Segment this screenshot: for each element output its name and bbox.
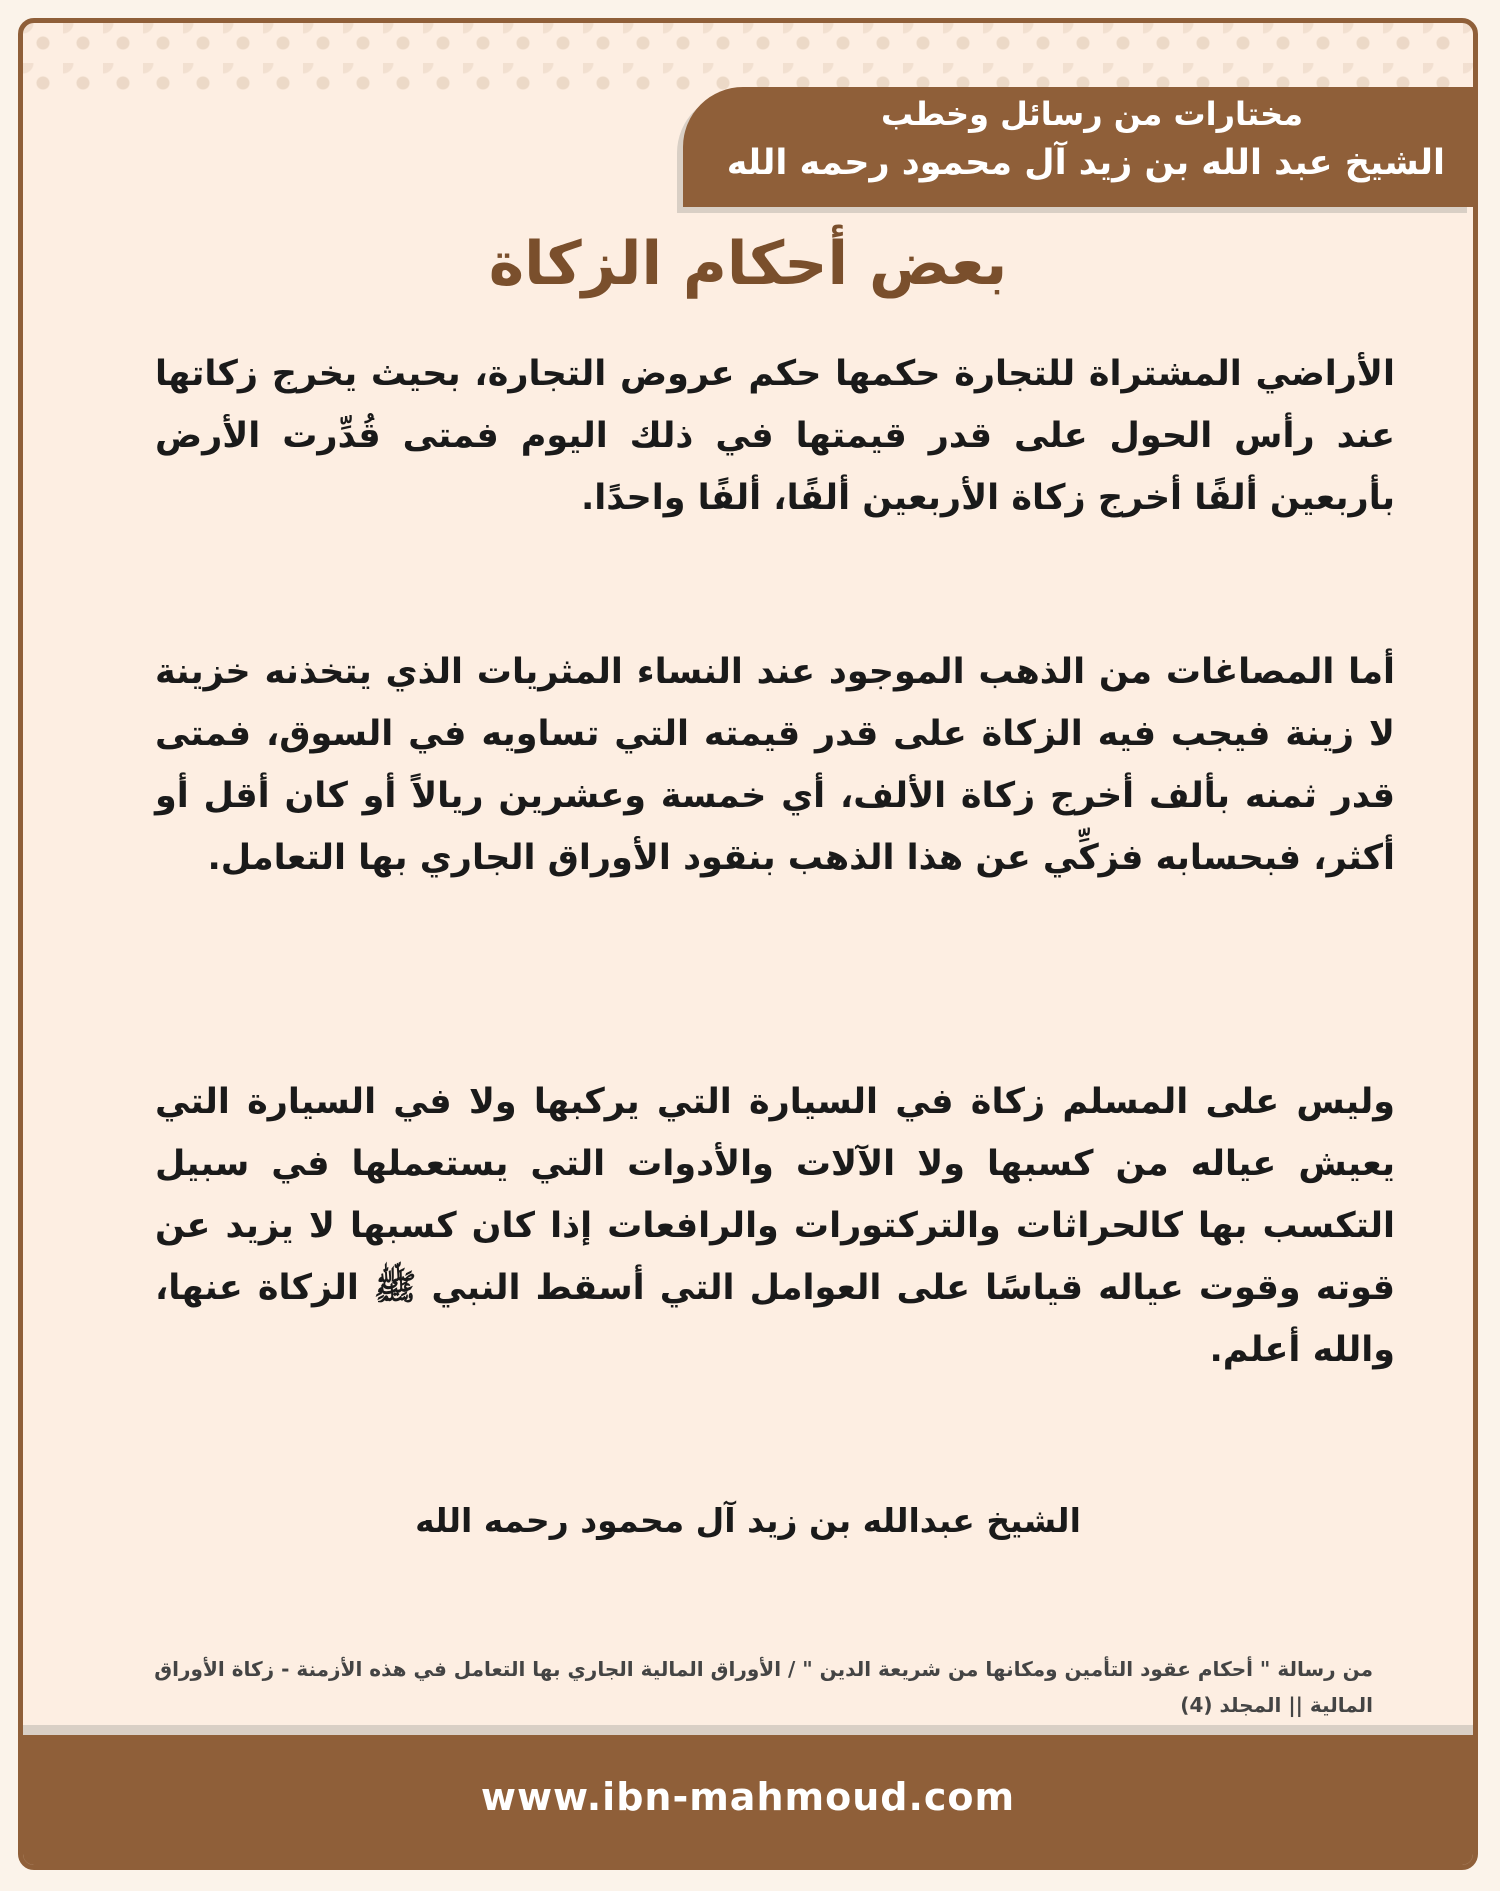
website-link[interactable]: www.ibn-mahmoud.com [480, 1775, 1016, 1819]
footer-band [23, 1735, 1473, 1865]
decorative-pattern [23, 23, 1473, 93]
paragraph-vehicles: وليس على المسلم زكاة في السيارة التي يركبها ولا في السيارة التي يعيش عياله من كسبها ولا الآلات والأدوات التي يستعملها في سبيل التكسب بها كالحراثات والتركتورات والرافعات إذا كان كسبها لا يزيد عن قوته وقوت عياله قياسًا على العوامل التي أسقط النبي ﷺ الزكاة عنها، والله أعلم. [155, 1082, 1395, 1370]
header-band [683, 87, 1473, 207]
page-title: بعض أحكام الزكاة [488, 229, 1008, 299]
paragraph-land: الأراضي المشتراة للتجارة حكمها حكم عروض التجارة، بحيث يخرج زكاتها عند رأس الحول على قدر قيمتها في ذلك اليوم فمتى قُدِّرت الأرض بأربعين ألفًا أخرج زكاة الأربعين ألفًا، ألفًا واحدًا. [155, 354, 1395, 518]
series-title: مختارات من رسائل وخطب [880, 95, 1303, 133]
source-citation: من رسالة " أحكام عقود التأمين ومكانها من شريعة الدين " / الأوراق المالية الجاري بها التعامل في هذه الأزمنة - زكاة الأوراق المالية || المجلد (4) [154, 1657, 1373, 1717]
paragraph-gold: أما المصاغات من الذهب الموجود عند النساء المثريات الذي يتخذنه خزينة لا زينة فيجب فيه الزكاة على قدر قيمته التي تساويه في السوق، فمتى قدر ثمنه بألف أخرج زكاة الألف، أي خمسة وعشرين ريالاً أو كان أقل أو أكثر، فبحسابه فزكِّي عن هذا الذهب بنقود الأوراق الجاري بها التعامل. [155, 652, 1395, 878]
signature: الشيخ عبدالله بن زيد آل محمود رحمه الله [415, 1501, 1081, 1540]
page-frame [18, 18, 1478, 1870]
author-name-header: الشيخ عبد الله بن زيد آل محمود رحمه الله [726, 143, 1445, 183]
